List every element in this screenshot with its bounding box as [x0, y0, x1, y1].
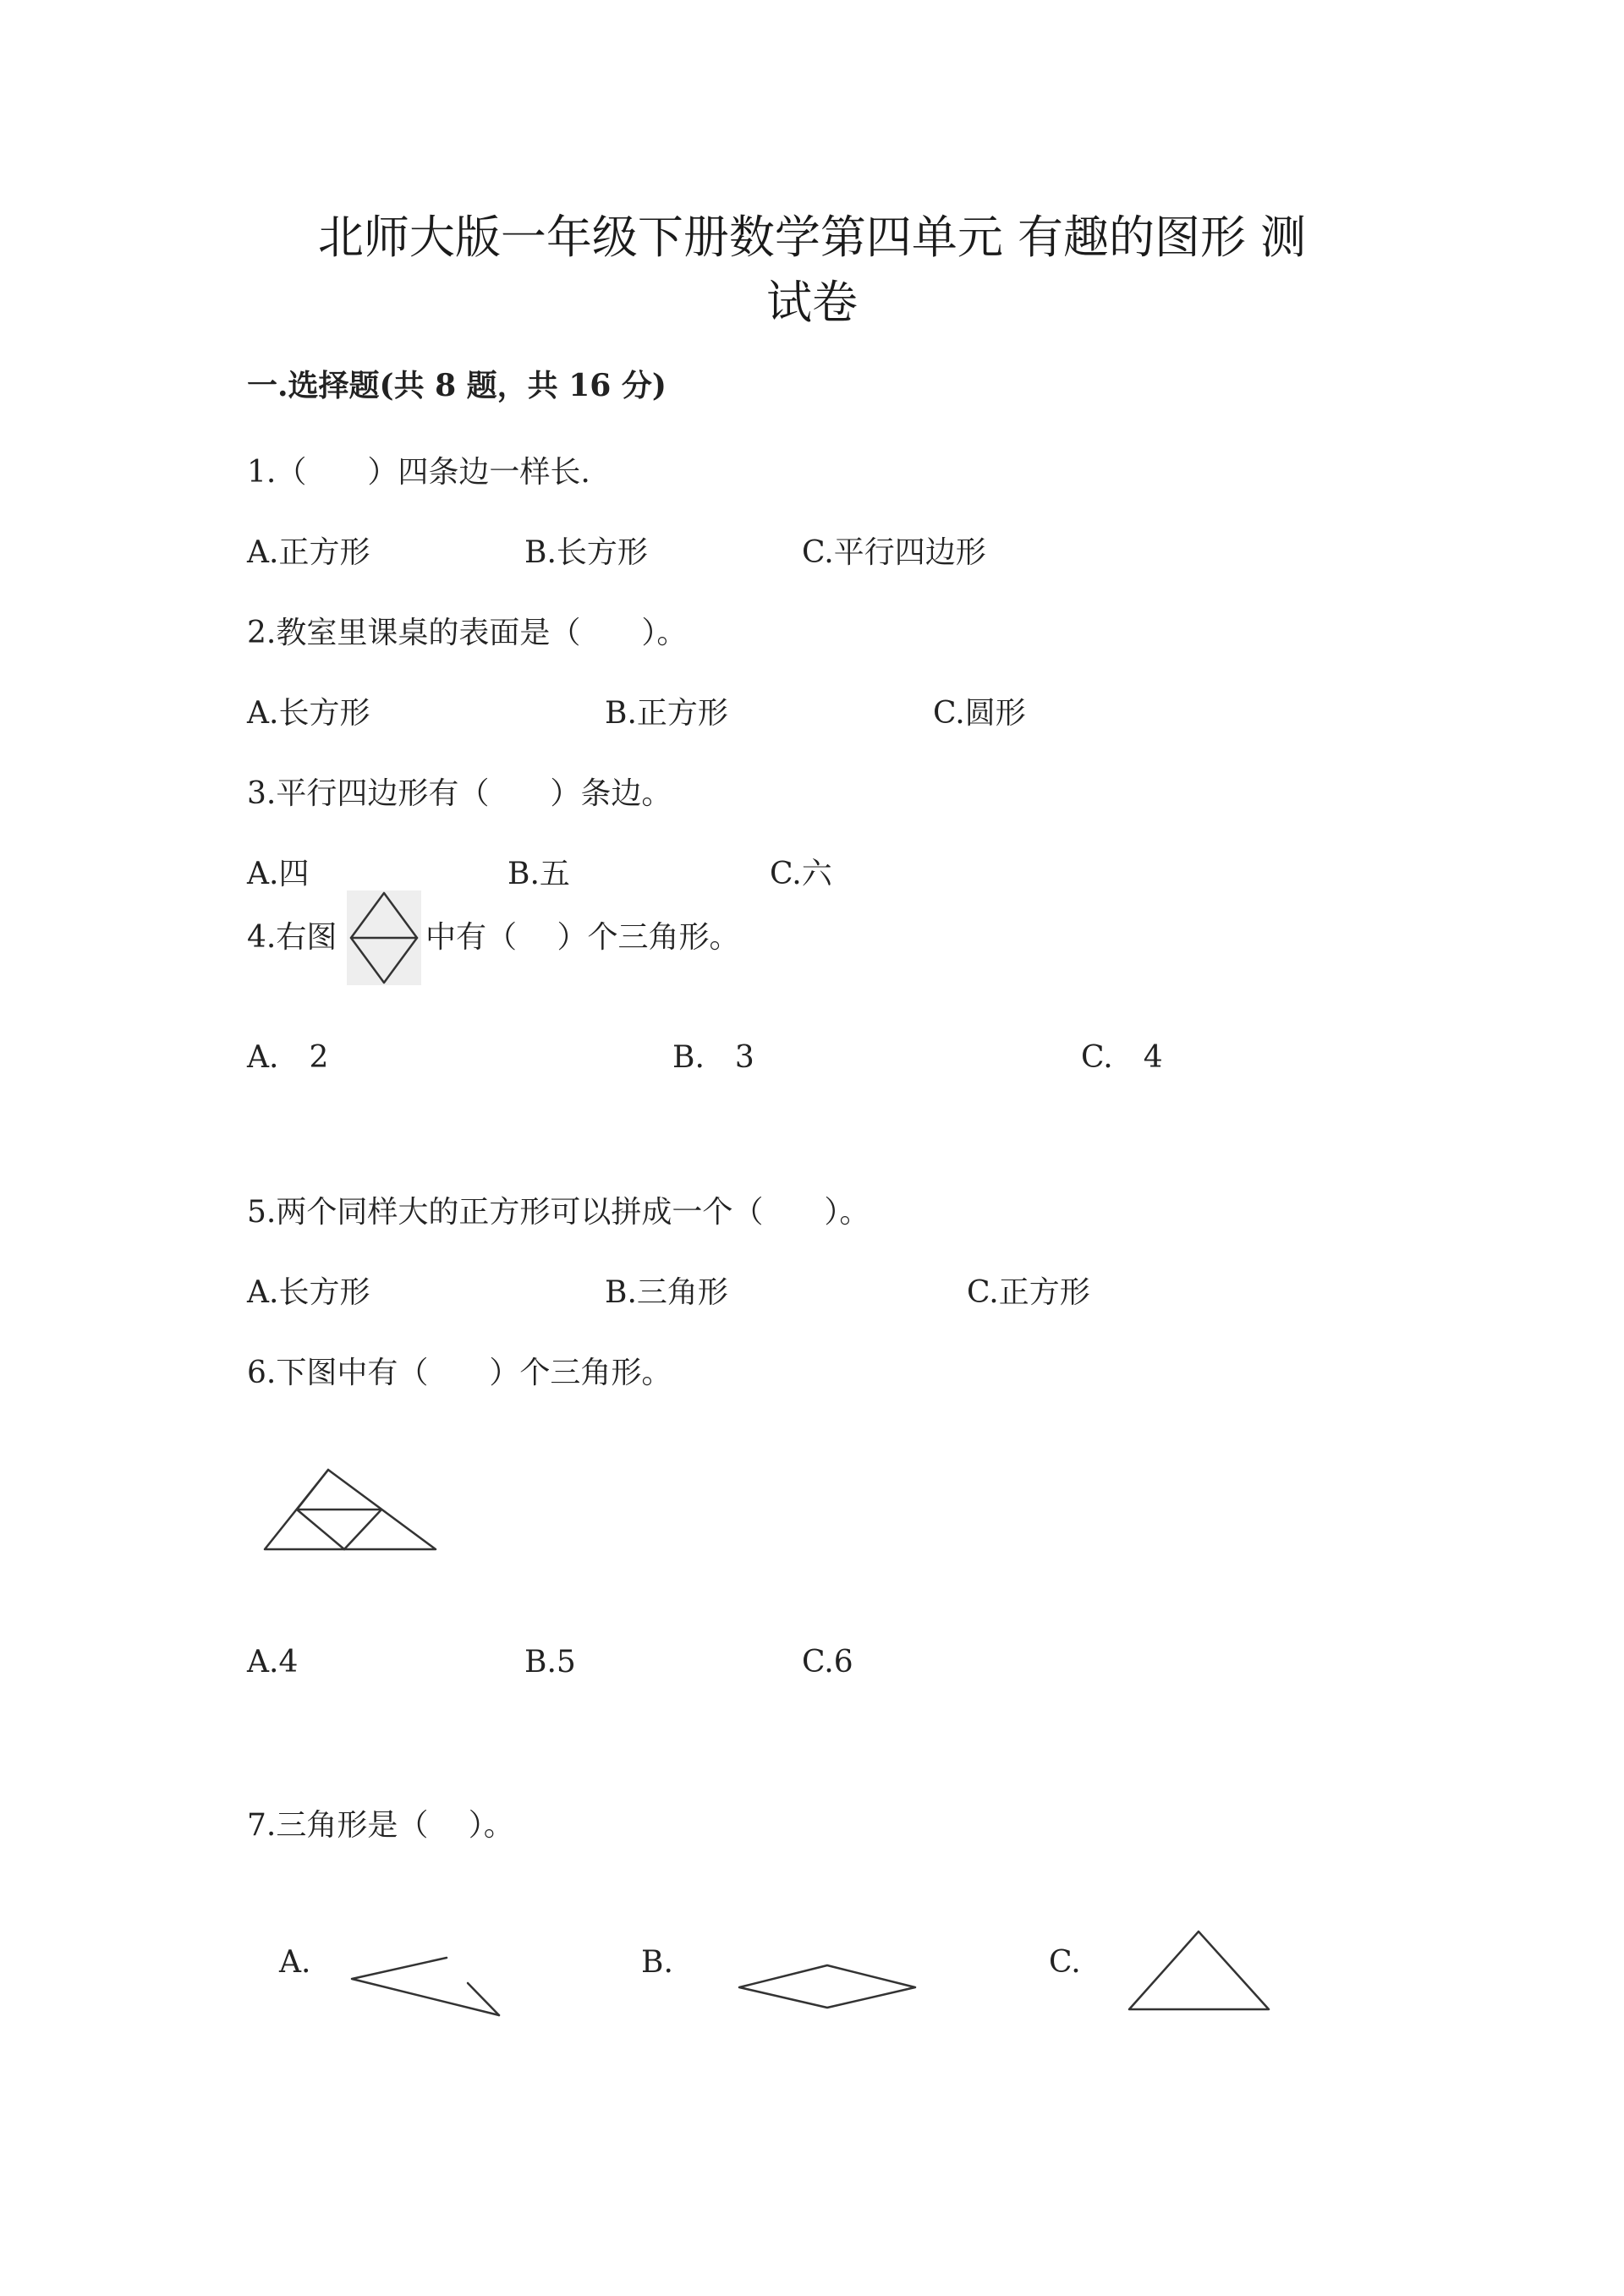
question-3-option-c[interactable]: C.六: [770, 857, 832, 891]
question-4-option-c[interactable]: C. 4: [1081, 1040, 1163, 1075]
question-1-option-b[interactable]: B.长方形: [524, 535, 648, 570]
question-6: 6.下图中有（ ）个三角形。: [247, 1356, 672, 1390]
question-2-option-c[interactable]: C.圆形: [933, 696, 1026, 731]
question-7-option-b[interactable]: B.: [641, 1945, 673, 1980]
question-6-option-c[interactable]: C.6: [802, 1645, 853, 1680]
question-2-option-b[interactable]: B.正方形: [605, 696, 728, 731]
question-3-option-b[interactable]: B.五: [508, 857, 570, 891]
title-line-2: 试卷: [766, 276, 858, 329]
question-2-option-a[interactable]: A.长方形: [247, 696, 370, 731]
question-1-option-a[interactable]: A.正方形: [247, 535, 370, 570]
question-1-option-c[interactable]: C.平行四边形: [802, 535, 986, 570]
question-6-triangle-figure: [258, 1463, 444, 1556]
question-7-figure-c-triangle: [1125, 1926, 1273, 2014]
title-line-1: 北师大版一年级下册数学第四单元 有趣的图形 测: [317, 211, 1307, 264]
question-6-option-b[interactable]: B.5: [524, 1645, 576, 1680]
question-7-option-a[interactable]: A.: [279, 1945, 311, 1980]
question-4-after: 中有（ ）个三角形。: [425, 920, 740, 955]
question-4-option-a[interactable]: A. 2: [247, 1040, 329, 1075]
question-5-option-a[interactable]: A.长方形: [247, 1275, 370, 1310]
question-4-option-b[interactable]: B. 3: [672, 1040, 754, 1075]
section-heading: 一.选择题(共 8 题，共 16 分): [247, 368, 667, 403]
question-2: 2.教室里课桌的表面是（ ）。: [247, 616, 688, 650]
question-5-option-b[interactable]: B.三角形: [605, 1275, 728, 1310]
question-1: 1.（ ）四条边一样长.: [247, 455, 590, 490]
question-6-option-a[interactable]: A.4: [247, 1645, 299, 1680]
question-3-option-a[interactable]: A.四: [247, 857, 310, 891]
question-4-before: 4.右图: [247, 920, 337, 955]
question-7-option-c[interactable]: C.: [1049, 1945, 1081, 1980]
question-7: 7.三角形是（ ）。: [247, 1808, 514, 1843]
question-3: 3.平行四边形有（ ）条边。: [247, 776, 672, 811]
question-7-figure-b-rhombus: [734, 1960, 920, 2011]
question-5: 5.两个同样大的正方形可以拼成一个（ ）。: [247, 1195, 870, 1230]
question-5-option-c[interactable]: C.正方形: [967, 1275, 1090, 1310]
question-4-diamond-figure: [347, 890, 421, 985]
question-7-figure-a-open-shape: [347, 1954, 508, 2021]
